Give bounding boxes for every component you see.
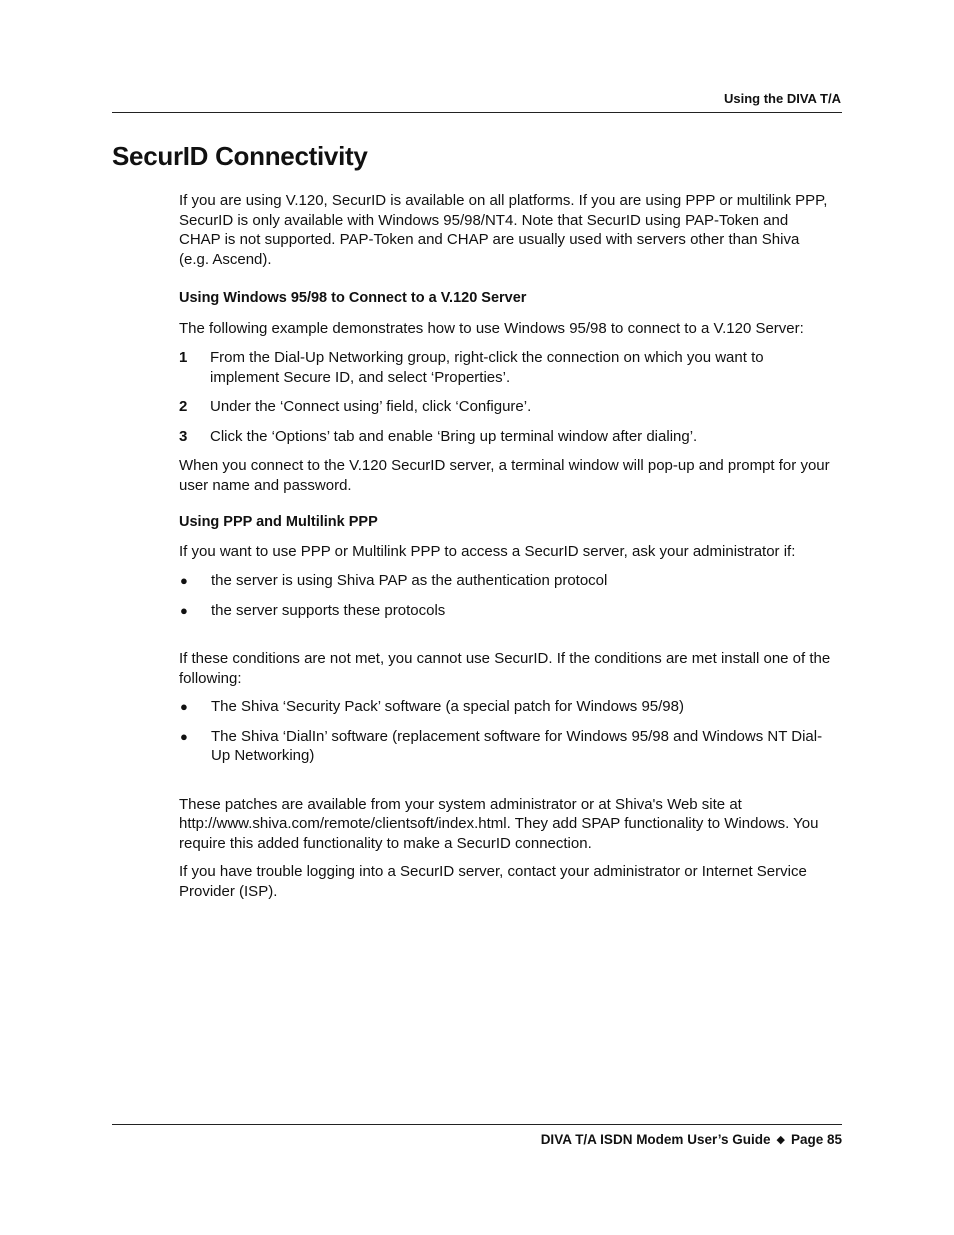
bullet-item [179,601,831,621]
bullet-text: the server supports these protocols [211,601,446,619]
page-footer [541,1132,842,1147]
bullet-text: The Shiva ‘Security Pack’ software (a special patch for Windows 95/98) [211,698,684,715]
bullet-text: The Shiva ‘DialIn’ software (replacement software for Windows 95/98 and Windows NT Dial-Up Networking) [211,727,823,764]
step-text: Click the ‘Options’ tab and enable ‘Bring up terminal window after dialing’. [210,427,698,445]
footer-guide-title: DIVA T/A ISDN Modem User’s Guide [540,1132,771,1147]
section-heading-v120: Using Windows 95/98 to Connect to a V.120 Server [179,290,527,306]
diamond-icon: ◆ [776,1134,785,1146]
step-number: 3 [179,427,188,445]
page-title: SecurID Connectivity [112,141,368,171]
conditions-paragraph: If these conditions are not met, you cannot use SecurID. If the conditions are met install one of the following: [179,650,831,687]
bullet-icon: ● [180,699,188,714]
bullet-icon: ● [180,573,188,588]
step-text: Under the ‘Connect using’ field, click ‘Configure’. [210,398,532,415]
bullet-item [179,697,831,717]
v120-after-paragraph: When you connect to the V.120 SecurID server, a terminal window will pop-up and prompt for your user name and password. [179,457,830,494]
trouble-paragraph: If you have trouble logging into a SecurID server, contact your administrator or Internet Service Provider (ISP). [179,863,807,900]
header-rule [112,112,842,113]
intro-paragraph: If you are using V.120, SecurID is available on all platforms. If you are using PPP or multilink PPP, SecurID is only available with Windows 95/98/NT4. Note that SecurID using PAP-Token and CHAP is not supported. PAP-Token and CHAP are usually used with servers other than Shiva (e.g. Ascend). [179,192,828,268]
step-item [179,348,831,387]
bullet-item [179,571,831,591]
bullet-text: the server is using Shiva PAP as the authentication protocol [211,572,608,589]
bullet-icon: ● [180,602,188,618]
ppp-lead-paragraph: If you want to use PPP or Multilink PPP to access a SecurID server, ask your administrator if: [179,542,796,560]
bullet-item [179,727,831,766]
page-number: Page 85 [790,1132,842,1147]
step-text: From the Dial-Up Networking group, right-click the connection on which you want to implement Secure ID, and select ‘Properties’. [210,349,764,386]
running-header: Using the DIVA T/A [724,91,841,106]
step-number: 1 [179,349,188,366]
section-heading-ppp: Using PPP and Multilink PPP [179,514,378,530]
step-number: 2 [179,398,188,415]
v120-lead-paragraph: The following example demonstrates how to use Windows 95/98 to connect to a V.120 Server: [179,319,804,337]
footer-rule [112,1124,842,1125]
step-item [179,397,831,417]
step-item [179,427,831,447]
bullet-icon: ● [180,728,188,744]
page-body [179,191,831,901]
patches-paragraph: These patches are available from your system administrator or at Shiva's Web site at http://www.shiva.com/remote/clientsoft/index.html. They add SPAP functionality to Windows. You require this added functionality to make a SecurID connection. [179,795,819,852]
